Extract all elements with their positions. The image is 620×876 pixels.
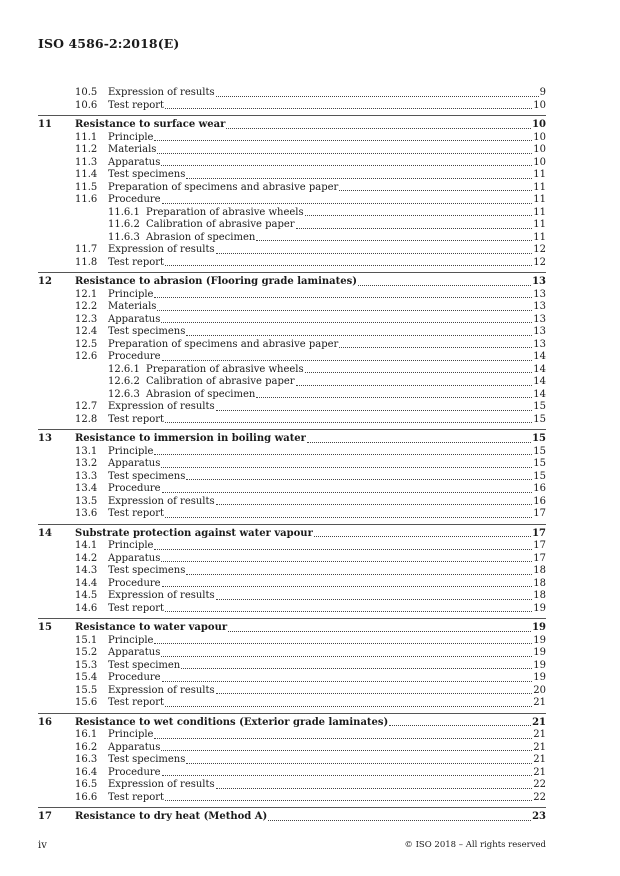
- toc-entry-page: 10: [533, 131, 546, 143]
- toc-entry-number: 11: [38, 119, 52, 130]
- dot-leader: [296, 384, 533, 386]
- toc-entry[interactable]: [38, 685, 546, 698]
- toc-entry-page: 11: [533, 169, 546, 180]
- toc-entry-page: 19: [533, 634, 546, 646]
- dot-leader: [154, 737, 532, 739]
- toc-entry-page: 17: [533, 508, 546, 519]
- dot-leader: [162, 774, 533, 776]
- copyright-notice: © ISO 2018 – All rights reserved: [404, 840, 546, 850]
- toc-entry-number: 16.3: [75, 754, 98, 765]
- toc-entry-page: 11: [533, 181, 546, 193]
- dot-leader: [165, 705, 532, 707]
- toc-entry-title: Procedure: [108, 483, 161, 494]
- toc-entry-page: 16: [533, 495, 546, 507]
- dot-leader: [186, 478, 532, 480]
- toc-entry-page: 10: [533, 99, 546, 111]
- toc-entry-title: Test report: [108, 256, 165, 268]
- toc-entry-title: Preparation of abrasive wheels: [146, 363, 304, 375]
- toc-entry-number: 10.6: [75, 99, 98, 111]
- toc-entry-page: 19: [532, 622, 546, 633]
- toc-entry[interactable]: [38, 301, 546, 314]
- toc-entry[interactable]: [38, 389, 546, 402]
- toc-entry-number: 12.3: [75, 313, 98, 325]
- toc-entry-page: 11: [533, 219, 546, 230]
- toc-entry-title: Procedure: [108, 672, 161, 683]
- toc-entry-page: 21: [533, 697, 546, 708]
- dot-leader: [161, 466, 532, 468]
- toc-entry-page: 17: [532, 527, 546, 539]
- toc-entry[interactable]: [38, 414, 546, 427]
- toc-section-entry[interactable]: [38, 622, 546, 635]
- section-divider: [38, 115, 546, 116]
- toc-entry[interactable]: [38, 578, 546, 591]
- toc-entry-page: 22: [533, 779, 546, 790]
- toc-entry-title: Preparation of specimens and abrasive paper: [108, 338, 339, 350]
- toc-entry[interactable]: [38, 314, 546, 327]
- toc-entry-number: 13.3: [75, 470, 98, 482]
- toc-entry-title: Resistance to surface wear: [75, 119, 226, 130]
- toc-entry-number: 16.1: [75, 729, 98, 740]
- toc-entry[interactable]: [38, 565, 546, 578]
- toc-entry-page: 15: [532, 433, 546, 444]
- dot-leader: [161, 164, 532, 166]
- dot-leader: [339, 346, 532, 348]
- toc-entry-number: 12.6.3: [108, 388, 140, 400]
- toc-entry-title: Test report: [108, 99, 165, 111]
- toc-entry-page: 12: [533, 256, 546, 268]
- toc-entry-title: Test report: [108, 508, 165, 519]
- toc-entry[interactable]: [38, 603, 546, 616]
- dot-leader: [157, 309, 532, 311]
- toc-entry-number: 17: [38, 811, 52, 822]
- toc-entry-number: 14.1: [75, 540, 98, 551]
- toc-section-entry[interactable]: [38, 528, 546, 541]
- toc-entry-title: Apparatus: [108, 458, 161, 469]
- dot-leader: [162, 491, 533, 493]
- toc-entry-number: 13.2: [75, 458, 98, 469]
- toc-entry-title: Test report: [108, 697, 165, 708]
- toc-entry-number: 15.5: [75, 684, 98, 696]
- toc-entry-number: 15.4: [75, 672, 98, 683]
- toc-entry-number: 13.1: [75, 445, 98, 457]
- toc-entry-title: Test specimens: [108, 565, 186, 576]
- toc-entry-title: Resistance to dry heat (Method A): [75, 811, 268, 822]
- toc-entry-title: Test report: [108, 602, 165, 614]
- toc-entry-number: 15: [38, 622, 52, 633]
- toc-entry-title: Preparation of abrasive wheels: [146, 206, 304, 218]
- toc-entry-number: 11.2: [75, 144, 98, 155]
- toc-entry-title: Expression of results: [108, 495, 215, 507]
- dot-leader: [389, 724, 531, 726]
- toc-entry-page: 21: [533, 741, 546, 753]
- toc-entry-number: 13: [38, 433, 52, 444]
- toc-entry-title: Procedure: [108, 351, 161, 362]
- toc-entry-number: 16.4: [75, 766, 98, 778]
- toc-entry[interactable]: [38, 376, 546, 389]
- dot-leader: [165, 107, 532, 109]
- toc-entry-number: 15.6: [75, 697, 98, 708]
- toc-entry[interactable]: [38, 792, 546, 805]
- dot-leader: [186, 334, 532, 336]
- toc-entry-number: 16.2: [75, 741, 98, 753]
- toc-entry-number: 12.6: [75, 351, 98, 362]
- toc-entry[interactable]: [38, 647, 546, 660]
- toc-entry-number: 12.6.1: [108, 363, 140, 375]
- toc-entry-title: Test report: [108, 413, 165, 425]
- toc-entry-title: Test specimen: [108, 659, 181, 671]
- dot-leader: [154, 139, 532, 141]
- toc-section-entry[interactable]: [38, 433, 546, 446]
- toc-entry-title: Resistance to immersion in boiling water: [75, 433, 306, 444]
- dot-leader: [216, 503, 533, 505]
- section-divider: [38, 524, 546, 525]
- toc-entry[interactable]: [38, 219, 546, 232]
- dot-leader: [181, 667, 532, 669]
- toc-entry-page: 19: [533, 602, 546, 614]
- toc-entry-title: Apparatus: [108, 647, 161, 658]
- toc-entry-page: 10: [532, 119, 546, 130]
- dot-leader: [154, 453, 532, 455]
- toc-entry-title: Expression of results: [108, 87, 215, 98]
- toc-entry-number: 13.6: [75, 508, 98, 519]
- toc-entry-number: 11.5: [75, 181, 98, 193]
- toc-entry-page: 15: [533, 401, 546, 412]
- dot-leader: [226, 127, 531, 129]
- toc-entry-page: 14: [533, 388, 546, 400]
- toc-entry-number: 11.8: [75, 256, 98, 268]
- dot-leader: [161, 655, 532, 657]
- toc-entry-title: Test report: [108, 791, 165, 803]
- toc-entry-number: 11.6.3: [108, 231, 140, 243]
- toc-entry-number: 14: [38, 527, 52, 539]
- toc-entry[interactable]: [38, 540, 546, 553]
- toc-section-entry[interactable]: [38, 276, 546, 289]
- toc-entry[interactable]: [38, 182, 546, 195]
- toc-entry-number: 13.5: [75, 495, 98, 507]
- toc-entry[interactable]: [38, 590, 546, 603]
- dot-leader: [216, 95, 539, 97]
- toc-entry-page: 15: [533, 413, 546, 425]
- toc-entry-number: 16: [38, 716, 52, 728]
- dot-leader: [296, 227, 533, 229]
- toc-entry-page: 11: [533, 206, 546, 218]
- toc-entry-title: Principle: [108, 634, 154, 646]
- section-divider: [38, 713, 546, 714]
- toc-entry-title: Resistance to abrasion (Flooring grade laminates): [75, 276, 357, 287]
- toc-entry-title: Procedure: [108, 766, 161, 778]
- toc-entry-number: 11.4: [75, 169, 98, 180]
- toc-section-entry[interactable]: [38, 717, 546, 730]
- dot-leader: [161, 321, 532, 323]
- dot-leader: [162, 680, 533, 682]
- toc-entry-number: 15.3: [75, 659, 98, 671]
- toc-entry-title: Principle: [108, 729, 154, 740]
- toc-entry[interactable]: [38, 169, 546, 182]
- toc-entry-page: 13: [533, 288, 546, 300]
- toc-entry[interactable]: [38, 326, 546, 339]
- toc-entry-title: Principle: [108, 540, 154, 551]
- toc-entry-title: Test specimens: [108, 326, 186, 337]
- toc-entry-page: 20: [533, 684, 546, 696]
- toc-entry-page: 18: [533, 577, 546, 589]
- toc-entry-page: 19: [533, 647, 546, 658]
- toc-entry-title: Expression of results: [108, 244, 215, 255]
- toc-entry[interactable]: [38, 729, 546, 742]
- toc-entry-number: 12.1: [75, 288, 98, 300]
- toc-entry-number: 15.2: [75, 647, 98, 658]
- toc-entry-title: Preparation of specimens and abrasive paper: [108, 181, 339, 193]
- table-of-contents: [38, 87, 546, 824]
- toc-entry-number: 10.5: [75, 87, 98, 98]
- section-divider: [38, 618, 546, 619]
- toc-entry[interactable]: [38, 244, 546, 257]
- toc-entry-number: 15.1: [75, 634, 98, 646]
- toc-entry-page: 17: [533, 552, 546, 564]
- toc-entry-title: Principle: [108, 288, 154, 300]
- dot-leader: [186, 762, 532, 764]
- toc-entry-number: 11.6.2: [108, 219, 140, 230]
- toc-entry[interactable]: [38, 635, 546, 648]
- toc-entry-title: Resistance to water vapour: [75, 622, 228, 633]
- toc-entry-title: Substrate protection against water vapour: [75, 527, 313, 539]
- toc-entry-title: Expression of results: [108, 590, 215, 601]
- toc-entry-title: Abrasion of specimen: [146, 388, 256, 400]
- dot-leader: [161, 560, 532, 562]
- toc-entry[interactable]: [38, 553, 546, 566]
- toc-entry-number: 12.7: [75, 401, 98, 412]
- toc-entry-number: 11.6.1: [108, 206, 140, 218]
- section-divider: [38, 272, 546, 273]
- toc-entry[interactable]: [38, 207, 546, 220]
- toc-entry[interactable]: [38, 157, 546, 170]
- toc-entry[interactable]: [38, 194, 546, 207]
- toc-entry-title: Resistance to wet conditions (Exterior grade laminates): [75, 716, 389, 728]
- dot-leader: [358, 284, 531, 286]
- toc-entry-page: 23: [532, 811, 546, 822]
- dot-leader: [165, 610, 532, 612]
- toc-entry-page: 13: [532, 276, 546, 287]
- toc-entry[interactable]: [38, 458, 546, 471]
- toc-entry-page: 19: [533, 659, 546, 671]
- dot-leader: [162, 202, 533, 204]
- dot-leader: [165, 516, 532, 518]
- toc-entry-page: 21: [532, 716, 546, 728]
- toc-entry-page: 12: [533, 244, 546, 255]
- toc-entry-page: 11: [533, 194, 546, 205]
- toc-entry-page: 21: [533, 766, 546, 778]
- toc-entry[interactable]: [38, 100, 546, 113]
- dot-leader: [154, 548, 532, 550]
- toc-entry-page: 10: [533, 156, 546, 168]
- toc-entry[interactable]: [38, 697, 546, 710]
- toc-entry[interactable]: [38, 672, 546, 685]
- toc-entry[interactable]: [38, 132, 546, 145]
- toc-entry-title: Procedure: [108, 194, 161, 205]
- toc-entry[interactable]: [38, 754, 546, 767]
- toc-entry[interactable]: [38, 779, 546, 792]
- toc-entry-page: 13: [533, 338, 546, 350]
- dot-leader: [186, 177, 532, 179]
- toc-entry[interactable]: [38, 364, 546, 377]
- toc-entry[interactable]: [38, 471, 546, 484]
- toc-entry-number: 13.4: [75, 483, 98, 494]
- toc-entry[interactable]: [38, 496, 546, 509]
- toc-entry-number: 14.5: [75, 590, 98, 601]
- toc-entry-title: Test specimens: [108, 169, 186, 180]
- dot-leader: [161, 749, 532, 751]
- toc-entry-title: Expression of results: [108, 779, 215, 790]
- toc-entry-number: 12.5: [75, 338, 98, 350]
- toc-entry-title: Expression of results: [108, 684, 215, 696]
- toc-entry-number: 14.6: [75, 602, 98, 614]
- dot-leader: [162, 585, 533, 587]
- toc-entry-number: 14.2: [75, 552, 98, 564]
- dot-leader: [165, 799, 532, 801]
- toc-entry-page: 21: [533, 754, 546, 765]
- toc-entry-title: Procedure: [108, 577, 161, 589]
- dot-leader: [165, 264, 532, 266]
- toc-entry-number: 12.6.2: [108, 376, 140, 387]
- toc-entry-page: 22: [533, 791, 546, 803]
- toc-entry-number: 12.4: [75, 326, 98, 337]
- dot-leader: [157, 152, 532, 154]
- toc-entry-page: 9: [539, 87, 546, 98]
- dot-leader: [216, 252, 533, 254]
- document-code: ISO 4586-2:2018(E): [38, 36, 180, 51]
- dot-leader: [228, 630, 531, 632]
- toc-entry-title: Apparatus: [108, 156, 161, 168]
- toc-entry-page: 18: [533, 565, 546, 576]
- dot-leader: [216, 409, 533, 411]
- toc-entry-title: Test specimens: [108, 754, 186, 765]
- dot-leader: [314, 535, 531, 537]
- toc-entry-page: 19: [533, 672, 546, 683]
- dot-leader: [305, 214, 533, 216]
- toc-entry-title: Calibration of abrasive paper: [146, 376, 295, 387]
- toc-entry-number: 16.5: [75, 779, 98, 790]
- section-divider: [38, 807, 546, 808]
- dot-leader: [162, 359, 533, 361]
- toc-entry-page: 10: [533, 144, 546, 155]
- dot-leader: [165, 421, 532, 423]
- toc-entry-page: 14: [533, 351, 546, 362]
- dot-leader: [305, 371, 533, 373]
- toc-entry-title: Calibration of abrasive paper: [146, 219, 295, 230]
- toc-entry-number: 11.1: [75, 131, 98, 143]
- page-number: iv: [38, 840, 47, 851]
- toc-entry-number: 16.6: [75, 791, 98, 803]
- toc-entry[interactable]: [38, 767, 546, 780]
- dot-leader: [216, 692, 533, 694]
- toc-entry-page: 18: [533, 590, 546, 601]
- toc-entry-page: 11: [533, 231, 546, 243]
- toc-entry-title: Apparatus: [108, 313, 161, 325]
- toc-entry-number: 11.3: [75, 156, 98, 168]
- toc-entry[interactable]: [38, 87, 546, 100]
- toc-entry-page: 21: [533, 729, 546, 740]
- toc-entry-number: 14.3: [75, 565, 98, 576]
- toc-entry-page: 15: [533, 445, 546, 457]
- toc-entry-page: 16: [533, 483, 546, 494]
- toc-entry[interactable]: [38, 508, 546, 521]
- dot-leader: [154, 642, 532, 644]
- dot-leader: [216, 787, 533, 789]
- dot-leader: [256, 239, 532, 241]
- toc-entry[interactable]: [38, 401, 546, 414]
- toc-section-entry[interactable]: [38, 119, 546, 132]
- dot-leader: [216, 598, 533, 600]
- dot-leader: [186, 573, 532, 575]
- toc-entry-page: 14: [533, 376, 546, 387]
- dot-leader: [268, 819, 531, 821]
- section-divider: [38, 429, 546, 430]
- toc-entry-number: 14.4: [75, 577, 98, 589]
- toc-entry[interactable]: [38, 232, 546, 245]
- toc-entry-title: Apparatus: [108, 741, 161, 753]
- toc-entry-title: Materials: [108, 301, 157, 312]
- toc-entry-page: 15: [533, 458, 546, 469]
- toc-entry-title: Apparatus: [108, 552, 161, 564]
- dot-leader: [256, 396, 532, 398]
- toc-entry-title: Materials: [108, 144, 157, 155]
- toc-entry[interactable]: [38, 257, 546, 270]
- toc-entry[interactable]: [38, 144, 546, 157]
- toc-entry-page: 15: [533, 470, 546, 482]
- toc-entry[interactable]: [38, 742, 546, 755]
- toc-entry[interactable]: [38, 446, 546, 459]
- toc-entry[interactable]: [38, 660, 546, 673]
- toc-entry-page: 13: [533, 326, 546, 337]
- toc-entry-title: Test specimens: [108, 470, 186, 482]
- toc-entry-page: 13: [533, 301, 546, 312]
- toc-entry-number: 12: [38, 276, 52, 287]
- toc-entry-number: 11.7: [75, 244, 98, 255]
- toc-entry[interactable]: [38, 339, 546, 352]
- toc-entry-number: 11.6: [75, 194, 98, 205]
- toc-entry-title: Principle: [108, 445, 154, 457]
- toc-entry-title: Principle: [108, 131, 154, 143]
- toc-entry-number: 12.2: [75, 301, 98, 312]
- toc-entry-title: Expression of results: [108, 401, 215, 412]
- toc-entry[interactable]: [38, 351, 546, 364]
- toc-entry-page: 14: [533, 363, 546, 375]
- toc-entry-page: 17: [533, 540, 546, 551]
- toc-section-entry[interactable]: [38, 811, 546, 824]
- dot-leader: [307, 441, 531, 443]
- toc-entry-title: Abrasion of specimen: [146, 231, 256, 243]
- toc-entry[interactable]: [38, 483, 546, 496]
- toc-entry-number: 12.8: [75, 413, 98, 425]
- dot-leader: [154, 296, 532, 298]
- toc-entry-page: 13: [533, 313, 546, 325]
- toc-entry[interactable]: [38, 289, 546, 302]
- dot-leader: [339, 189, 532, 191]
